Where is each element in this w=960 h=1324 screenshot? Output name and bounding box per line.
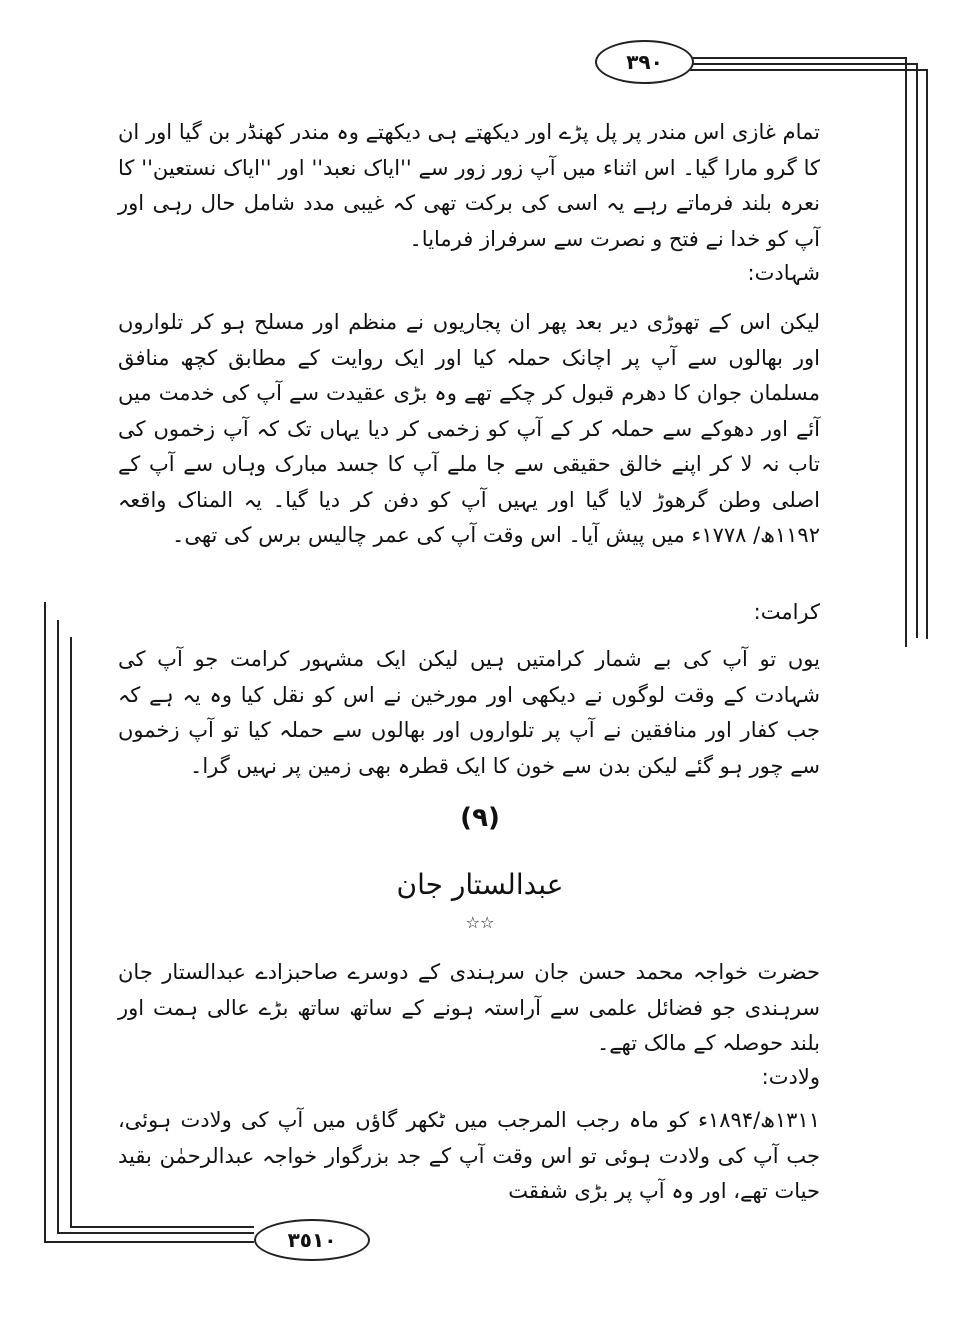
frame-bottom-line-2 xyxy=(57,1232,254,1234)
section-number: (٩) xyxy=(460,803,500,833)
karamat-paragraph xyxy=(118,642,820,784)
frame-right-line-3 xyxy=(926,69,928,639)
wiladat-paragraph-text: ۱۳۱۱ھ/۱۸۹۴ء کو ماہ رجب المرجب میں ٹکھر گاؤں میں آپ کی ولادت ہوئی، جب آپ کی ولادت ہوئی تو اس وقت آپ کے جد بزرگوار خواجہ عبدالرحمٰن بقید حیات تھے، اور وہ آپ پر بڑی شفقت xyxy=(118,1108,820,1203)
shahadat-heading: شہادت: xyxy=(747,261,820,285)
frame-top-line-1 xyxy=(690,57,905,59)
section-title: عبدالستار جان xyxy=(396,868,564,901)
frame-bottom-line-3 xyxy=(70,1226,254,1228)
page-number-top: ٣٩٠ xyxy=(595,40,694,84)
shahadat-paragraph xyxy=(118,305,820,554)
frame-right-line-1 xyxy=(905,57,907,647)
opening-paragraph-text: تمام غازی اس مندر پر پل پڑے اور دیکھتے ہی دیکھتے وہ مندر کھنڈر بن گیا اور ان کا گرو مارا گیا۔ اس اثناء میں آپ زور زور سے ''ایاک نعبد'' اور ''ایاک نستعین'' کا نعرہ بلند فرماتے رہے یہ اسی کی برکت تھی کہ غیبی مدد شامل حال رہی اور آپ کو خدا نے فتح و نصرت سے سرفراز فرمایا۔ xyxy=(118,120,820,251)
karamat-heading: کرامت: xyxy=(753,600,820,624)
karamat-paragraph-text: یوں تو آپ کی بے شمار کرامتیں ہیں لیکن ایک مشہور کرامت جو آپ کی شہادت کے وقت لوگوں نے دیکھی اور مورخین نے اس کو نقل کیا وہ یہ ہے کہ جب کفار اور منافقین نے آپ پر تلواروں اور بھالوں سے حملہ کیا تو آپ زخموں سے چور ہو گئے لیکن بدن سے خون کا ایک قطرہ بھی زمین پر نہیں گرا۔ xyxy=(118,647,820,778)
intro-paragraph xyxy=(118,955,820,1062)
frame-top-line-3 xyxy=(690,69,926,71)
frame-left-line-3 xyxy=(70,637,72,1227)
intro-paragraph-text: حضرت خواجہ محمد حسن جان سرہندی کے دوسرے صاحبزادے عبدالستار جان سرہندی جو فضائل علمی سے آراستہ ہونے کے ساتھ ساتھ بڑے عالی ہمت اور بلند حوصلہ کے مالک تھے۔ xyxy=(118,960,820,1055)
frame-right-line-2 xyxy=(916,63,918,638)
wiladat-heading: ولادت: xyxy=(761,1065,820,1089)
opening-paragraph xyxy=(118,115,820,257)
shahadat-paragraph-text: لیکن اس کے تھوڑی دیر بعد پھر ان پجاریوں نے منظم اور مسلح ہو کر تلواروں اور بھالوں سے آپ پر اچانک حملہ کیا اور ایک روایت کے مطابق کچھ منافق مسلمان جوان کا دھرم قبول کر چکے تھے وہ بڑی عقیدت سے آپ کی خدمت میں آئے اور دھوکے سے حملہ کر کے آپ کو زخمی کر دیا یہاں تک کہ آپ زخموں کی تاب نہ لا کر اپنے خالق حقیقی سے جا ملے آپ کا جسد مبارک وہاں سے آپ کے اصلی وطن گرھوڑ لایا گیا اور یہیں آپ کو دفن کر دیا گیا۔ یہ المناک واقعہ ۱۱۹۲ھ/ ۱۷۷۸ء میں پیش آیا۔ اس وقت آپ کی عمر چالیس برس کی تھی۔ xyxy=(118,310,820,547)
page-number-bottom: ٣٥١٠ xyxy=(254,1219,370,1261)
frame-bottom-line-1 xyxy=(44,1241,254,1243)
wiladat-paragraph xyxy=(118,1103,820,1210)
ornament-stars: ☆☆ xyxy=(465,913,495,932)
frame-top-line-2 xyxy=(690,63,916,65)
